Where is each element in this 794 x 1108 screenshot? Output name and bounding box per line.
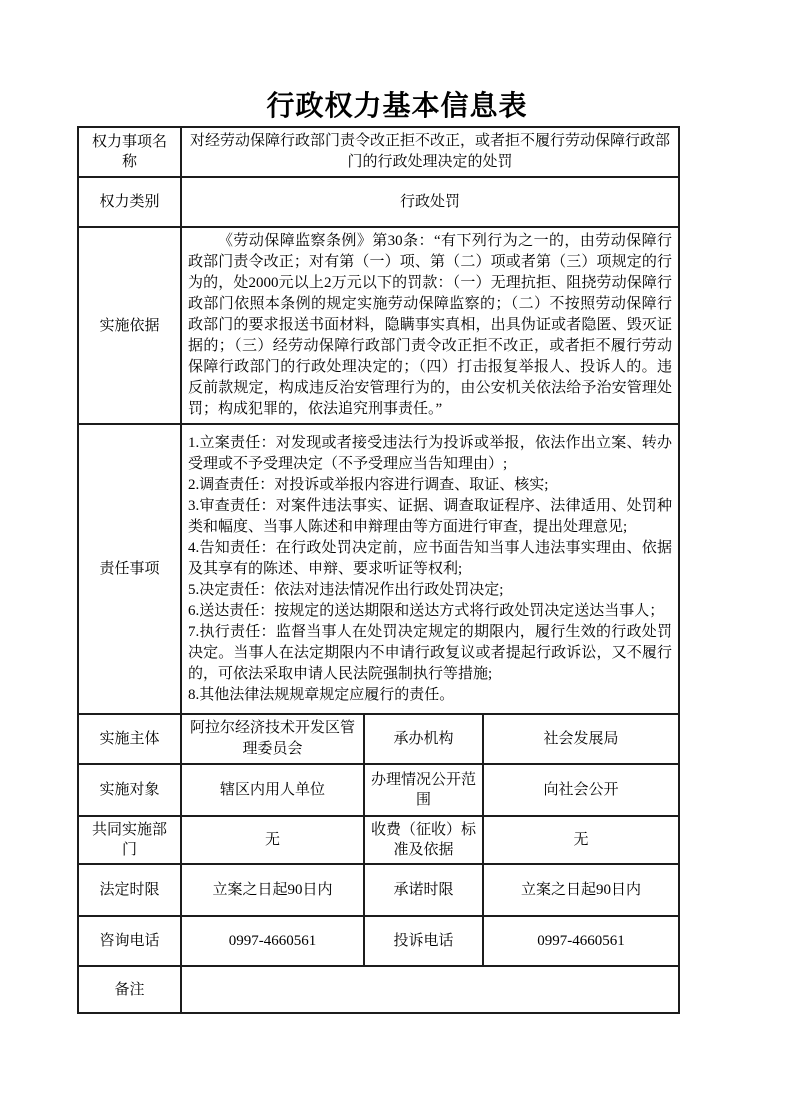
fee-value: 无	[483, 816, 679, 864]
duties-value	[181, 424, 679, 714]
promise-limit-value: 立案之日起90日内	[483, 864, 679, 916]
consult-phone-label: 咨询电话	[78, 916, 181, 966]
disclosure-label: 办理情况公开范围	[364, 764, 483, 816]
target-label: 实施对象	[78, 764, 181, 816]
row-time-limit	[78, 864, 679, 916]
duty-item: 4.告知责任：在行政处罚决定前，应书面告知当事人违法事实理由、依据及其享有的陈述、申辩、要求听证等权利;	[188, 539, 672, 577]
row-phone	[78, 916, 679, 966]
joint-label: 共同实施部门	[78, 816, 181, 864]
document-title: 行政权力基本信息表	[266, 91, 528, 122]
row-item-name	[78, 127, 679, 177]
category-label: 权力类别	[78, 177, 181, 227]
duty-item: 8.其他法律法规规章规定应履行的责任。	[188, 686, 455, 703]
target-value: 辖区内用人单位	[181, 764, 364, 816]
promise-limit-label: 承诺时限	[364, 864, 483, 916]
duty-item: 5.决定责任：依法对违法情况作出行政处罚决定;	[188, 581, 504, 598]
category-value: 行政处罚	[181, 177, 679, 227]
row-subject	[78, 714, 679, 764]
basis-value	[181, 227, 679, 424]
legal-limit-value: 立案之日起90日内	[181, 864, 364, 916]
complaint-phone-label: 投诉电话	[364, 916, 483, 966]
item-name-label: 权力事项名称	[78, 127, 181, 177]
duty-item: 7.执行责任：监督当事人在处罚决定规定的期限内，履行生效的行政处罚决定。当事人在法定期限内不申请行政复议或者提起行政诉讼，又不履行的，可依法采取申请人民法院强制执行等措施;	[188, 623, 672, 682]
subject-label: 实施主体	[78, 714, 181, 764]
duty-item: 3.审查责任：对案件违法事实、证据、调查取证程序、法律适用、处罚种类和幅度、当事人陈述和申辩理由等方面进行审查，提出处理意见;	[188, 497, 672, 535]
duty-item: 1.立案责任：对发现或者接受违法行为投诉或举报，依法作出立案、转办受理或不予受理决定（不予受理应当告知理由）;	[188, 434, 672, 472]
remarks-label: 备注	[78, 966, 181, 1013]
row-basis	[78, 227, 679, 424]
complaint-phone-value: 0997-4660561	[483, 916, 679, 966]
duty-item: 2.调查责任：对投诉或举报内容进行调查、取证、核实;	[188, 476, 549, 493]
joint-value: 无	[181, 816, 364, 864]
row-remarks	[78, 966, 679, 1013]
basis-label: 实施依据	[78, 227, 181, 424]
duty-item: 6.送达责任：按规定的送达期限和送达方式将行政处罚决定送达当事人；	[188, 602, 665, 619]
subject-value: 阿拉尔经济技术开发区管理委员会	[181, 714, 364, 764]
row-duties	[78, 424, 679, 714]
agency-value: 社会发展局	[483, 714, 679, 764]
row-joint	[78, 816, 679, 864]
legal-limit-label: 法定时限	[78, 864, 181, 916]
info-table	[77, 126, 680, 1014]
consult-phone-value: 0997-4660561	[181, 916, 364, 966]
duties-label: 责任事项	[78, 424, 181, 714]
remarks-value	[181, 966, 679, 1013]
item-name-value: 对经劳动保障行政部门责令改正拒不改正，或者拒不履行劳动保障行政部门的行政处理决定的处罚	[181, 127, 679, 177]
row-target	[78, 764, 679, 816]
agency-label: 承办机构	[364, 714, 483, 764]
fee-label: 收费（征收）标准及依据	[364, 816, 483, 864]
disclosure-value: 向社会公开	[483, 764, 679, 816]
row-category	[78, 177, 679, 227]
basis-paragraph: 《劳动保障监察条例》第30条：“有下列行为之一的，由劳动保障行政部门责令改正；对有第（一）项、第（二）项或者第（三）项规定的行为的，处2000元以上2万元以下的罚款：（一）无理抗拒、阻挠劳动保障行政部门依照本条例的规定实施劳动保障监察的；（二）不按照劳动保障行政部门的要求报送书面材料，隐瞒事实真相，出具伪证或者隐匿、毁灭证据的；（三）经劳动保障行政部门责令改正拒不改正，或者拒不履行劳动保障行政部门的行政处理决定的；（四）打击报复举报人、投诉人的。违反前款规定，构成违反治安管理行为的，由公安机关依法给予治安管理处罚；构成犯罪的，依法追究刑事责任。”	[188, 233, 672, 417]
